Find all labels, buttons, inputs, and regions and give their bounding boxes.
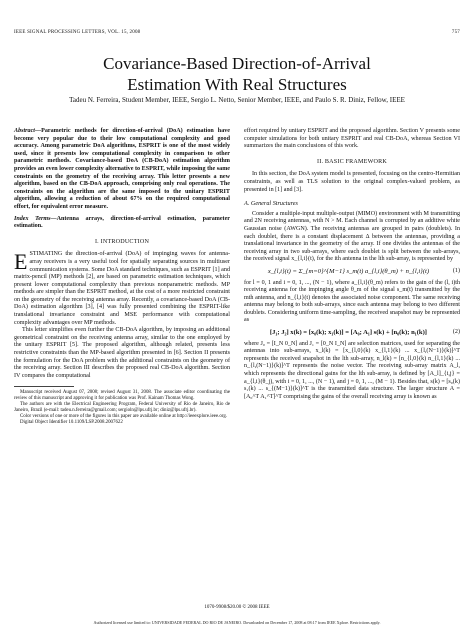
index-terms-label: Index Terms— bbox=[14, 215, 57, 222]
running-header bbox=[14, 30, 460, 35]
paper-title bbox=[24, 53, 450, 95]
footnote-authors: The authors are with the Electrical Engineering Program, Federal University of Rio de Janeiro, Rio de Janeiro, Brazil (e-mail: tadeu.n.ferreira@gmail.com; sergioln@lps.ufrj.br; diniz@lps.ufrj.br). bbox=[14, 402, 230, 414]
title-line-2: Estimation With Real Structures bbox=[127, 75, 347, 94]
equation-1-body: x_{l,i}(t) = Σ_{m=0}^{M−1} s_m(t) a_{l,i}(θ_m) + n_{l,i}(t) bbox=[267, 267, 430, 275]
title-line-1: Covariance-Based Direction-of-Arrival bbox=[103, 54, 371, 73]
drop-cap: E bbox=[14, 249, 28, 275]
abstract-label: Abstract— bbox=[14, 128, 42, 134]
right-paragraph-0: effort required by unitary ESPRIT and the proposed algorithm. Section V presents some computer simulations for both unitary ESPRIT and real CB-DoA, whereas Section VI summarizes the main conclusions of this work. bbox=[244, 128, 460, 150]
equation-2-number: (2) bbox=[452, 329, 460, 336]
framework-paragraph-3: for l = 0, 1 and i = 0, 1, ..., (N − 1), where a_{l,i}(θ_m) refers to the gain of the (l, i)th receiving antenna for the impinging angle θ_m of the signal s_m(t) transmitted by the mth antenna, and n_{l,i}(t) denotes the associated noise component. The same receiving antenna may belong to both sub-arrays, since each antenna may belong to two different doublets. Considering uniform time-sampling, the received snapshot may be represented as bbox=[244, 279, 460, 324]
footnote-doi: Digital Object Identifier 10.1109/LSP.2008.2007622 bbox=[20, 420, 123, 426]
subsection-heading-general-structures: A. General Structures bbox=[244, 200, 298, 208]
equation-2-body: [J₁; J₂] x(k) = [x₀(k); x₁(k)] = [A₀; A₁] s(k) + [n₀(k); n₁(k)] bbox=[269, 329, 427, 337]
equation-1 bbox=[244, 268, 460, 276]
copyright-code: 1070-9908/$20.00 © 2008 IEEE bbox=[204, 605, 270, 610]
intro-paragraph-1 bbox=[14, 251, 230, 327]
framework-paragraph-4: where J₀ = [I_N 0_N] and J₁ = [0_N I_N] are selection matrices, used for separating the antennas into sub-arrays, x_l(k) = [x_{l,0}(k) x_{l,1}(k) ... x_{l,(N−1)}(k)]^T represents the received snapshot in the lth sub-array, n_l(k) = [n_{l,0}(k) n_{l,1}(k) ... n_{l,(N−1)}(k)]^T represents the noise vector. The receiving sub-array matrix A_l, which represents the directional gains for the lth sub-array, is defined by [A_l]_{i,j} = a_{l,i}(θ_j), with i = 0, 1, ..., (N − 1), and j = 0, 1, ..., (M − 1). Besides that, s(k) = [s₀(k) s₁(k) ... s_{(M−1)}(k)]^T is the transmitted data structure. The larger structure A = [A₀^T A₁^T]^T comprising the gains of the overall receiving array is known as bbox=[244, 340, 460, 400]
index-terms bbox=[14, 216, 230, 231]
section-heading-introduction: I. INTRODUCTION bbox=[94, 238, 150, 245]
section-heading-basic-framework: II. BASIC FRAMEWORK bbox=[317, 158, 387, 165]
page-number: 757 bbox=[451, 30, 460, 35]
license-notice: Authorized licensed use limited to: UNIVERSIDADE FEDERAL DO RIO DE JANEIRO. Downloaded on December 17, 2008 at 08:17 from IEEE Xplore. Restrictions apply. bbox=[93, 620, 381, 625]
intro-paragraph-2: This letter simplifies even further the CB-DoA algorithm, by imposing an additional geometrical constraint on the receiving antenna array, similar to the one employed by the unitary ESPRIT [5]. The proposed algorithm, although related, presents less restrictive constraints than the MP-based algorithm presented in [6]. Section II presents the formulation for the DoA problem with the additional constraints on the geometry of the receiving array. Section III describes the proposed real CB-DoA algorithm. Section IV compares the computational bbox=[14, 327, 230, 379]
index-terms-text: Antenna arrays, direction-of-arrival estimation, parameter estimation. bbox=[14, 215, 230, 230]
footnote-color: Color versions of one or more of the figures in this paper are available online at http://ieeexplore.ieee.org. bbox=[20, 414, 228, 420]
right-column bbox=[244, 128, 460, 401]
journal-name: IEEE SIGNAL PROCESSING LETTERS, VOL. 15, 2008 bbox=[14, 30, 141, 35]
author-list: Tadeu N. Ferreira, Student Member, IEEE, Sergio L. Netto, Senior Member, IEEE, and Paulo S. R. Diniz, Fellow, IEEE bbox=[69, 96, 405, 104]
left-column bbox=[14, 128, 230, 426]
intro-p1-text: STIMATING the direction-of-arrival (DoA) of impinging waves for antenna-array receivers is a very useful tool for spatially separating sources in multiuser communication systems. Some DoA standard techniques, such as ESPRIT [1] and matrix-pencil (MP) methods [2], are based on parametric estimation techniques, which present lower computational complexity than previous nonparametric methods. MP methods are simpler than the ESPRIT method, at the cost of a more restricted constraint on the geometry of the receiving antenna array. Recently, a covariance-based DoA (CB-DoA) estimation algorithm [3], [4] was fully presented combining the ESPRIT-like translational invariance constraint and MSE performance with computational complexity advantages over MP methods. bbox=[14, 251, 230, 326]
footnote-divider bbox=[14, 386, 74, 387]
equation-2 bbox=[244, 329, 460, 337]
equation-1-number: (1) bbox=[452, 267, 460, 274]
framework-paragraph-1: In this section, the DoA system model is presented, focusing on the centro-Hermitian constraints, as well as TLS solution to the original complex-valued problem, as presented in [1] and [3]. bbox=[244, 171, 460, 193]
footnote-manuscript: Manuscript received August 07, 2008; revised August 31, 2008. The associate editor coordinating the review of this manuscript and approving it for publication was Prof. Kainam Thomas Wong. bbox=[14, 390, 230, 402]
abstract-text: Parametric methods for direction-of-arrival (DoA) estimation have become very popular due to their low computational complexity and good accuracy. Among parametric DoA algorithms, ESPRIT is one of the most widely used, since it presents low computational complexity in comparison to other parametric methods. Covariance-based DoA (CB-DoA) estimation algorithm provides an even lower complexity alternative to ESPRIT, while imposing the same constraints on the geometry of the receiving array. This letter presents a new algorithm, based on the CB-DoA approach, comprising only real operations. The constraints on the algorithm are the same imposed to the unitary ESPRIT algorithm, allowing a reduction of about 67% on the required computational effort, for equivalent error measure. bbox=[14, 128, 230, 210]
abstract bbox=[14, 128, 230, 212]
framework-paragraph-2: Consider a multiple-input multiple-output (MIMO) environment with M transmitting and 2N receiving antennas, with N > M. Each channel is corrupted by an additive white Gaussian noise (AWGN). The receiving antennas are grouped in pairs (doublets). In each doublet, there is a constant displacement Δ between the antennas, providing a translational invariance in the geometry of the array. If one divides the antennas of the receiving array in two sub-arrays, where each doublet is split between the sub-arrays, the received signal x_{l,i}(t), for the ith antenna in the lth sub-array, is represented by bbox=[244, 210, 460, 263]
